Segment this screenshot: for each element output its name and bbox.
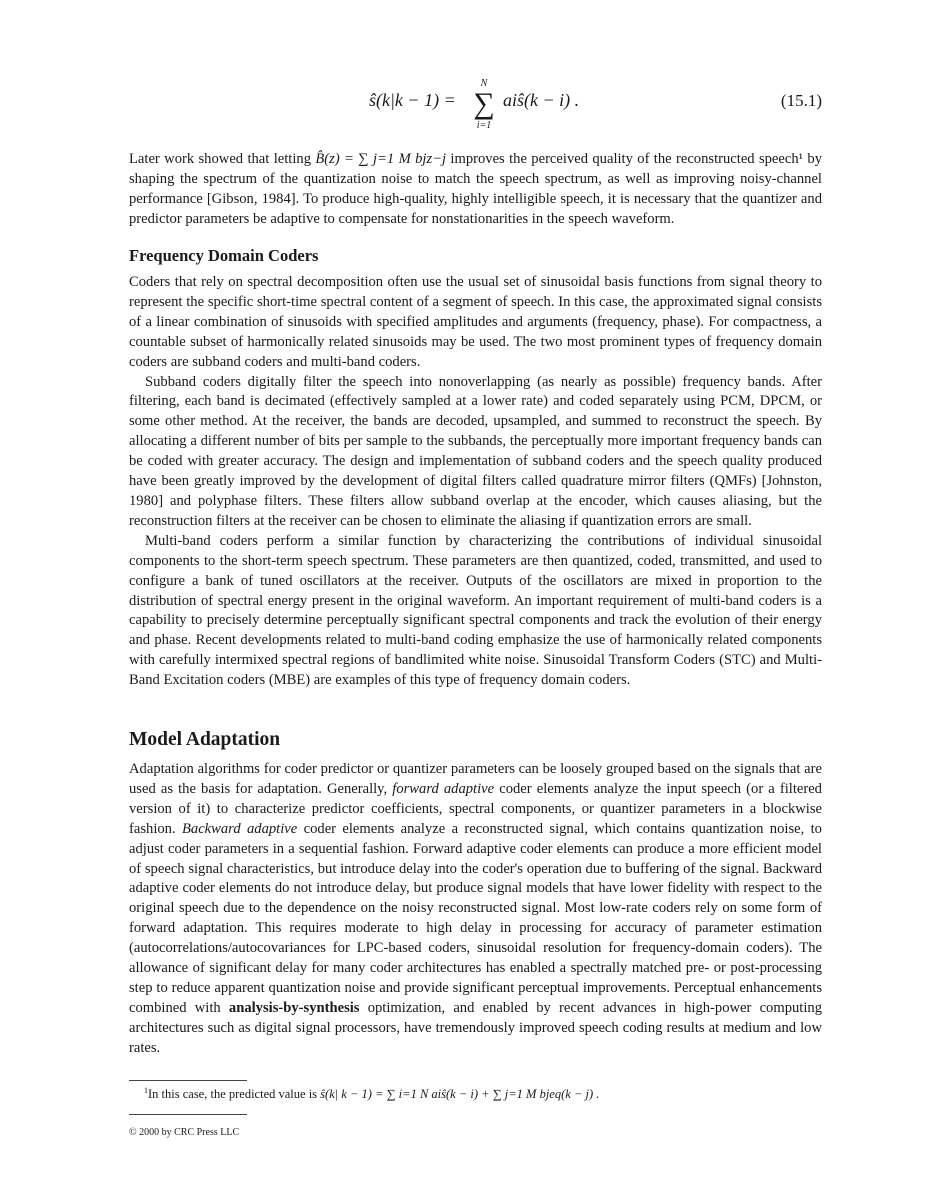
summation (469, 78, 499, 134)
footnote-math: ŝ(k| k − 1) = ∑ i=1 N aiŝ(k − i) + ∑ j=1 M bjeq(k − j) . (320, 1087, 600, 1102)
model-text-2: coder elements analyze the input speech (or a filtered version of it) to characterize predictor coefficients, spectral components, or quantizer parameters in a blockwise fashion. (129, 780, 822, 837)
intro-paragraph-block (129, 150, 822, 230)
equation-15-1 (129, 78, 822, 144)
sigma-symbol: ∑ (473, 87, 495, 120)
intro-paragraph (129, 150, 822, 230)
paragraph-model-adaptation (129, 760, 822, 1059)
section-heading-model-adaptation: Model Adaptation (129, 729, 281, 750)
copyright-notice: © 2000 by CRC Press LLC (129, 1127, 240, 1138)
equation-number: (15.1) (780, 91, 822, 110)
term-backward-adaptive: Backward adaptive (181, 820, 298, 837)
term-forward-adaptive: forward adaptive (392, 780, 495, 797)
intro-text-start: Later work showed that letting (129, 151, 316, 167)
summation-upper-limit: N (480, 78, 488, 89)
footer-rule (129, 1114, 247, 1115)
footnote-marker: 1 (144, 1086, 148, 1095)
footnote-rule (129, 1080, 247, 1081)
equation-lhs: ŝ(k|k − 1) = (369, 90, 456, 110)
equation-rhs: aiŝ(k − i) . (503, 90, 580, 110)
model-text-1: Adaptation algorithms for coder predictor or quantizer parameters can be loosely grouped based on the signals that are used as the basis for adaptation. Generally, (129, 761, 822, 797)
model-text-3: coder elements analyze a reconstructed signal, which contains quantization noise, to adjust coder parameters in a sequential fashion. Forward adaptive coder elements can produce a more efficient model of speech signal characteristics, but introduce delay into the coder's operation due to buffering of the signal. Backward adaptive coder elements do not introduce delay, but produce signal models that have lower fidelity with respect to the original speech due to the dependence on the noisy reconstructed signal. Most low-rate coders rely on some form of forward adaptation. This requires moderate to high delay in processing for accuracy of parameter estimation (autocorrelations/autocovariances for LPC-based coders, sinusoidal resolution for frequency-domain coders). The allowance of significant delay for many coder architectures has enabled a spectrally matched pre- or post-processing step to reduce apparent quantization noise and provide significant perceptual improvements. Perceptual enhancements combined with (129, 820, 822, 1016)
footnote-text: In this case, the predicted value is (148, 1087, 321, 1102)
paragraph-spectral-decomposition: Coders that rely on spectral decomposition often use the usual set of sinusoidal basis functions from signal theory to represent the specific short-time spectral content of a segment of speech. In this case, the approximated signal consists of a linear combination of sinusoids with specified amplitudes and arguments (frequency, phase). For compactness, a countable subset of harmonically related sinusoids may be used. The two most prominent types of frequency domain coders are subband coders and multi-band coders. (129, 274, 822, 370)
frequency-section-block (129, 273, 822, 691)
paragraph-multiband-coders: Multi-band coders perform a similar function by characterizing the contributions of individual sinusoidal components to the short-term speech spectrum. These parameters are then quantized, coded, transmitted, and used to configure a bank of tuned oscillators at the receiver. Outputs of the oscillators are mixed in proportion to the distribution of spectral energy present in the original waveform. An important requirement of multi-band coders is a capability to precisely determine perceptually significant spectral components and track the evolution of their energy and phase. Recent developments related to multi-band coding emphasize the use of harmonically related components with carefully intermixed spectral regions of bandlimited white noise. Sinusoidal Transform Coders (STC) and Multi-Band Excitation coders (MBE) are examples of this type of frequency domain coders. (129, 532, 822, 689)
inline-math-bz: B̂(z) = ∑ j=1 M bjz−j (315, 151, 447, 167)
summation-lower-limit: i=1 (476, 120, 492, 131)
model-text-4: optimization, and enabled by recent advances in high-power computing architectures such as digital signal processors, have tremendously improved speech coding results at medium and low rates. (129, 999, 823, 1056)
term-analysis-by-synthesis: analysis-by-synthesis (228, 999, 360, 1016)
model-adaptation-block (129, 760, 822, 1059)
footnote (144, 1086, 599, 1102)
section-heading-frequency-domain-coders: Frequency Domain Coders (129, 246, 319, 265)
paragraph-subband-coders: Subband coders digitally filter the speech into nonoverlapping (as nearly as possible) frequency bands. After filtering, each band is decimated (effectively sampled at a lower rate) and coded separately using PCM, DPCM, or some other method. At the receiver, the bands are decoded, upsampled, and summed to reconstruct the speech. By allocating a different number of bits per sample to the subbands, the perceptually more important frequency bands can be coded with greater accuracy. The design and implementation of subband coders and the speech quality produced have been greatly improved by the development of digital filters called quadrature mirror filters (QMFs) [Johnston, 1980] and polyphase filters. These filters allow subband overlap at the encoder, which causes aliasing, but the reconstruction filters at the receiver can be chosen to eliminate the aliasing if quantization errors are small. (129, 373, 822, 529)
intro-text-end: improves the perceived quality of the reconstructed speech¹ by shaping the spectrum of the quantization noise to match the speech spectrum, as well as improving noisy-channel performance [Gibson, 1984]. To produce high-quality, highly intelligible speech, it is necessary that the quantizer and predictor parameters be adaptive to compensate for nonstationarities in the speech waveform. (129, 151, 822, 227)
